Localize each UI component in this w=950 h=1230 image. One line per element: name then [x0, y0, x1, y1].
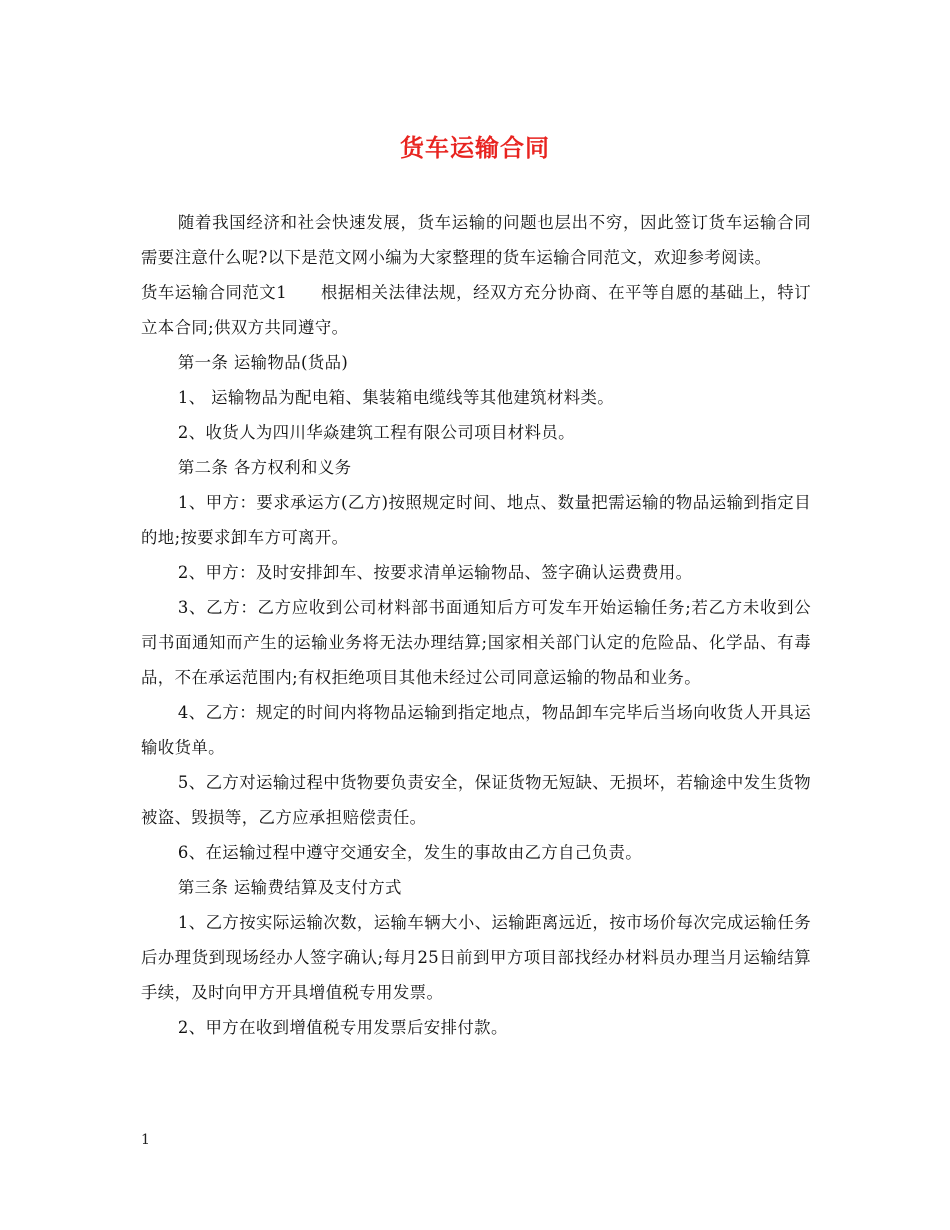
clause-2-5: 5、乙方对运输过程中货物要负责安全，保证货物无短缺、无损坏，若输途中发生货物被盗、毁损等，乙方应承担赔偿责任。 [141, 773, 811, 827]
section-heading-article-1: 第一条 运输物品(货品) [177, 353, 349, 372]
clause-2-4: 4、乙方：规定的时间内将物品运输到指定地点，物品卸车完毕后当场向收货人开具运输收货单。 [141, 703, 811, 757]
page-number: 1 [141, 1132, 150, 1148]
clause-3-2: 2、甲方在收到增值税专用发票后安排付款。 [177, 1018, 508, 1037]
document-body [141, 205, 811, 1045]
clause-2-6: 6、在运输过程中遵守交通安全，发生的事故由乙方自己负责。 [177, 843, 643, 862]
clause-1-1: 1、 运输物品为配电箱、集装箱电缆线等其他建筑材料类。 [177, 388, 615, 407]
clause-3-1: 1、乙方按实际运输次数，运输车辆大小、运输距离远近，按市场价每次完成运输任务后办理货到现场经办人签字确认;每月25日前到甲方项目部找经办材料员办理当月运输结算手续，及时向甲方开具增值税专用发票。 [141, 913, 811, 1002]
clause-2-1: 1、甲方：要求承运方(乙方)按照规定时间、地点、数量把需运输的物品运输到指定目的地;按要求卸车方可离开。 [141, 493, 811, 547]
clause-2-2: 2、甲方：及时安排卸车、按要求清单运输物品、签字确认运费费用。 [177, 563, 693, 582]
document-title: 货车运输合同 [400, 133, 550, 162]
paragraph-intro: 随着我国经济和社会快速发展，货车运输的问题也层出不穷，因此签订货车运输合同需要注意什么呢?以下是范文网小编为大家整理的货车运输合同范文，欢迎参考阅读。 [141, 213, 811, 267]
paragraph-contract-preamble: 货车运输合同范文1 根据相关法律法规，经双方充分协商、在平等自愿的基础上，特订立本合同;供双方共同遵守。 [141, 283, 811, 337]
clause-1-2: 2、收货人为四川华焱建筑工程有限公司项目材料员。 [177, 423, 575, 442]
section-heading-article-3: 第三条 运输费结算及支付方式 [177, 878, 402, 897]
clause-2-3: 3、乙方：乙方应收到公司材料部书面通知后方可发车开始运输任务;若乙方未收到公司书面通知而产生的运输业务将无法办理结算;国家相关部门认定的危险品、化学品、有毒品，不在承运范围内;有权拒绝项目其他未经过公司同意运输的物品和业务。 [141, 598, 811, 687]
section-heading-article-2: 第二条 各方权利和义务 [177, 458, 352, 477]
